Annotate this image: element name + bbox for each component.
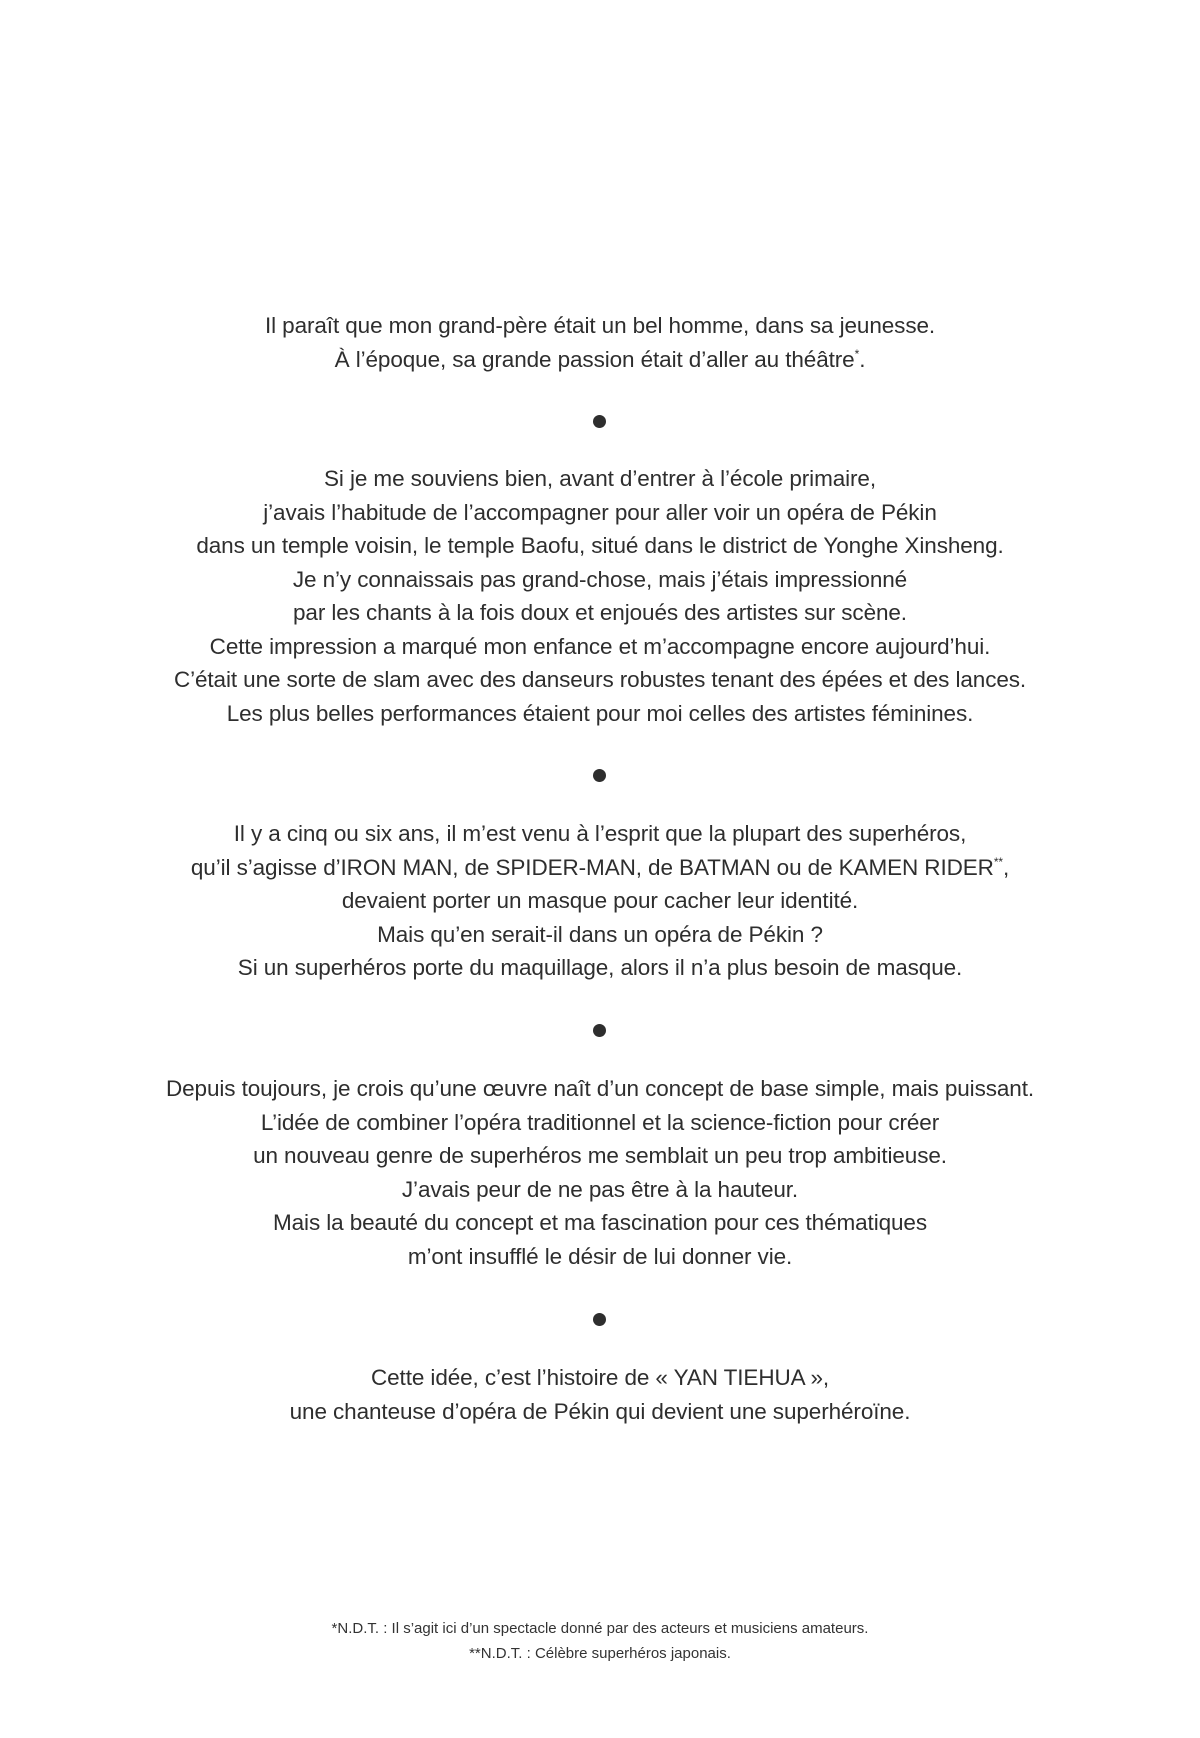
text-line: Il paraît que mon grand-père était un bel homme, dans sa jeunesse. <box>264 313 936 338</box>
section-bullet <box>593 769 606 782</box>
text-line: par les chants à la fois doux et enjoués des artistes sur scène. <box>293 600 907 625</box>
paragraph-4 <box>0 1072 1200 1273</box>
text-line: Depuis toujours, je crois qu’une œuvre naît d’un concept de base simple, mais puissant. <box>165 1076 1034 1101</box>
text-line: Je n’y connaissais pas grand-chose, mais j’étais impressionné <box>292 566 908 592</box>
text-line: Si je me souviens bien, avant d’entrer à l’école primaire, <box>324 466 876 491</box>
text-line: Mais la beauté du concept et ma fascination pour ces thématiques <box>273 1210 927 1235</box>
text-line: une chanteuse d’opéra de Pékin qui devient une superhéroïne. <box>289 1398 911 1424</box>
text-line: m’ont insufflé le désir de lui donner vie. <box>407 1243 793 1269</box>
footnote-marker: * <box>854 346 860 361</box>
section-bullet <box>593 1024 606 1037</box>
text-line: J’avais peur de ne pas être à la hauteur. <box>401 1176 799 1202</box>
text-line: devaient porter un masque pour cacher leur identité. <box>341 888 859 913</box>
footnote-marker: ** <box>993 854 1003 869</box>
section-bullet <box>593 415 606 428</box>
section-bullet <box>593 1313 606 1326</box>
text-line: Si un superhéros porte du maquillage, alors il n’a plus besoin de masque. <box>237 955 963 980</box>
text-line: C’était une sorte de slam avec des danseurs robustes tenant des épées et des lances. <box>173 667 1027 692</box>
text-line <box>0 343 1200 377</box>
text-line-end: . <box>859 346 866 372</box>
paragraph-2 <box>0 462 1200 730</box>
text-line: Les plus belles performances étaient pour moi celles des artistes féminines. <box>226 700 974 726</box>
paragraph-5 <box>0 1361 1200 1428</box>
paragraph-3 <box>0 817 1200 985</box>
text-line: j’avais l’habitude de l’accompagner pour aller voir un opéra de Pékin <box>263 499 937 525</box>
text-line <box>0 851 1200 885</box>
text-line: L’idée de combiner l’opéra traditionnel et la science-fiction pour créer <box>260 1109 940 1135</box>
text-line-end: , <box>1002 854 1010 880</box>
text-line: Il y a cinq ou six ans, il m’est venu à l’esprit que la plupart des superhéros, <box>233 821 967 846</box>
text-line: Mais qu’en serait-il dans un opéra de Pékin ? <box>377 921 823 947</box>
text-line: un nouveau genre de superhéros me semblait un peu trop ambitieuse. <box>253 1143 947 1168</box>
text-line: Cette idée, c’est l’histoire de « YAN TIEHUA », <box>370 1365 830 1390</box>
text-line-main: À l’époque, sa grande passion était d’aller au théâtre <box>334 346 855 372</box>
paragraph-1 <box>0 309 1200 376</box>
text-line-main: qu’il s’agisse d’IRON MAN, de SPIDER-MAN, de BATMAN ou de KAMEN RIDER <box>190 854 994 880</box>
text-line: dans un temple voisin, le temple Baofu, situé dans le district de Yonghe Xinsheng. <box>196 533 1004 558</box>
footnote-1: *N.D.T. : Il s’agit ici d’un spectacle donné par des acteurs et musiciens amateurs. <box>331 1620 869 1637</box>
text-line: Cette impression a marqué mon enfance et m’accompagne encore aujourd’hui. <box>209 633 991 659</box>
footnote-2: **N.D.T. : Célèbre superhéros japonais. <box>469 1645 731 1662</box>
footnotes <box>0 1616 1200 1666</box>
